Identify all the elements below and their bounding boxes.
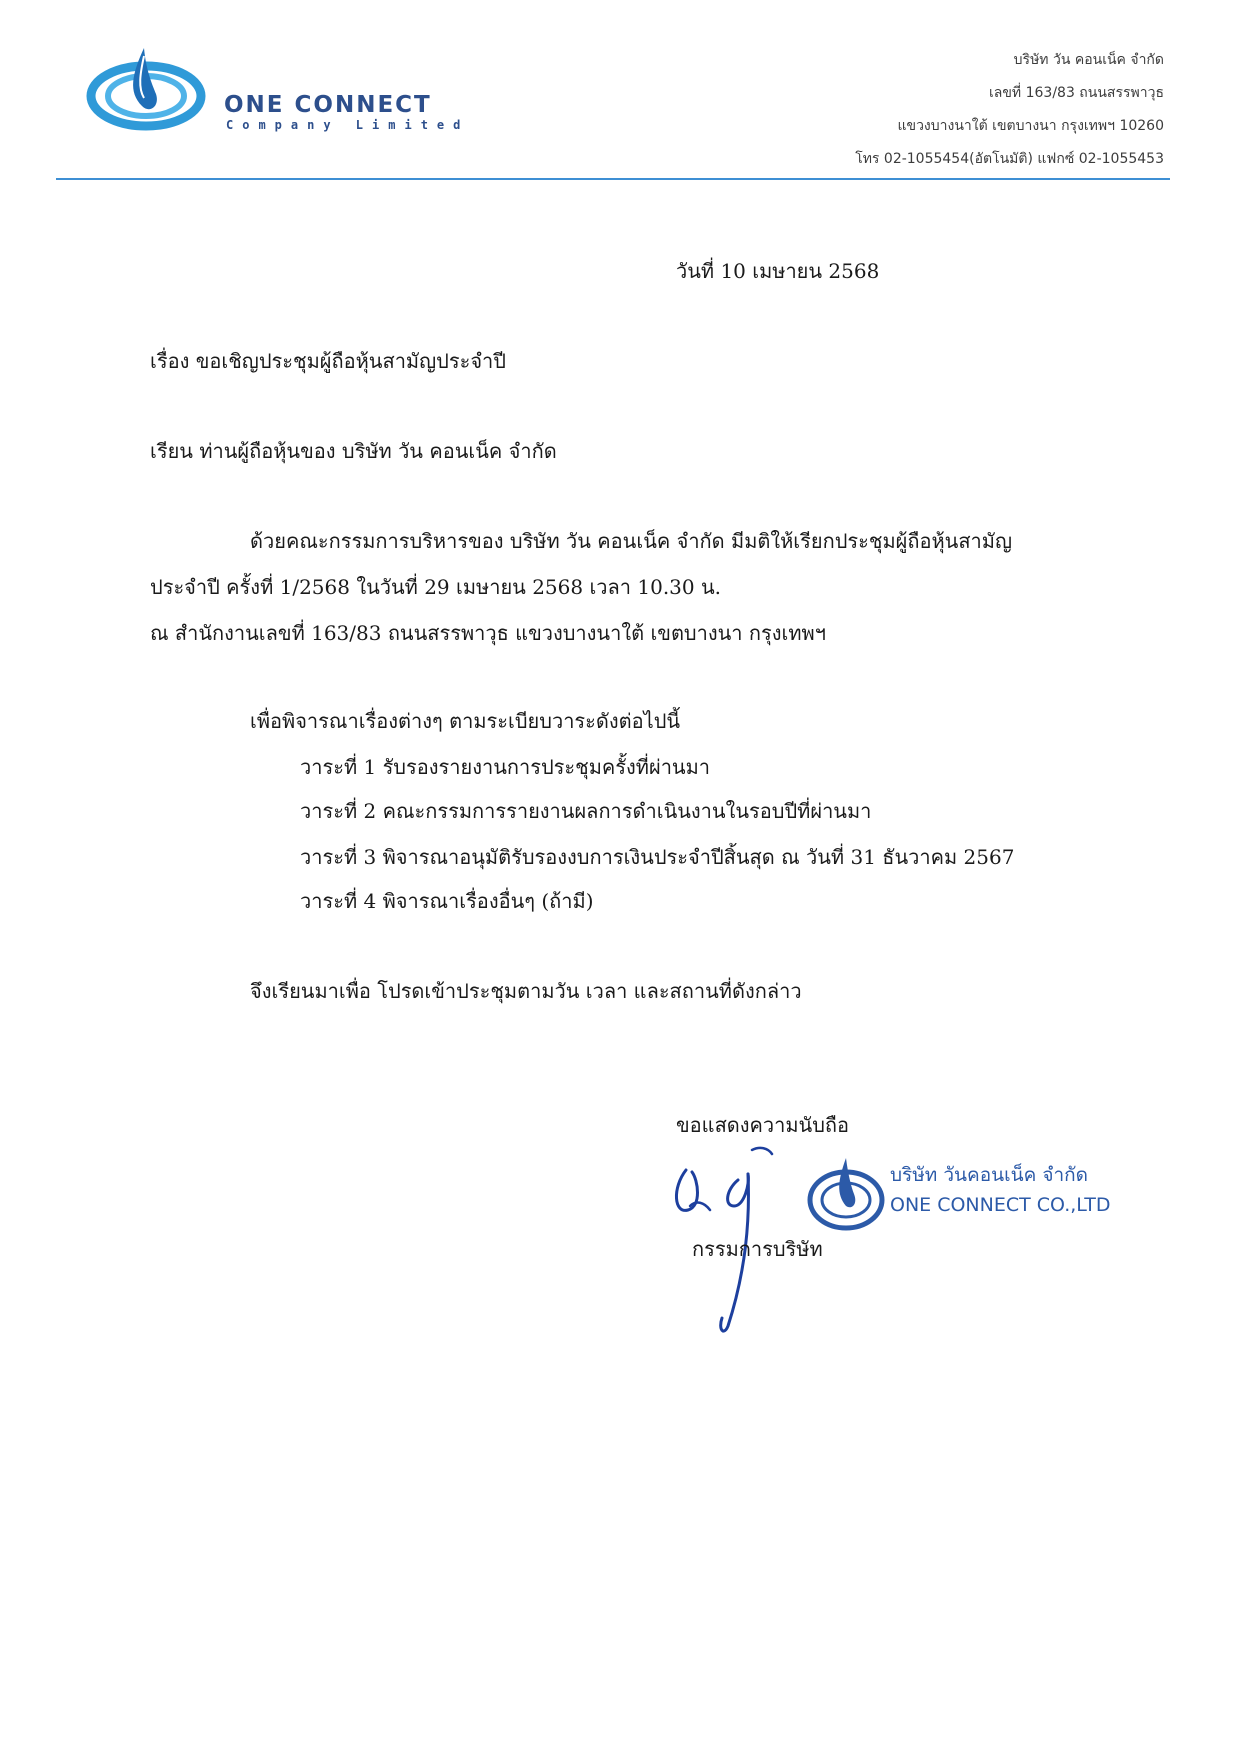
company-logo: [84, 44, 504, 134]
agenda-item: วาระที่ 3 พิจารณาอนุมัติรับรองงบการเงินประจำปีสิ้นสุด ณ วันที่ 31 ธันวาคม 2567: [300, 845, 1015, 869]
address-line: เลขที่ 163/83 ถนนสรรพาวุธ: [988, 85, 1164, 101]
agenda-intro: เพื่อพิจารณาเรื่องต่างๆ ตามระเบียบวาระดังต่อไปนี้: [250, 709, 681, 733]
letter-closing: จึงเรียนมาเพื่อ โปรดเข้าประชุมตามวัน เวลา และสถานที่ดังกล่าว: [250, 979, 802, 1003]
agenda-item: วาระที่ 2 คณะกรรมการรายงานผลการดำเนินงานในรอบปีที่ผ่านมา: [300, 799, 872, 823]
letter-subject: เรื่อง ขอเชิญประชุมผู้ถือหุ้นสามัญประจำปี: [150, 349, 506, 373]
company-address: [855, 44, 1164, 176]
stamp-company-english: ONE CONNECT CO.,LTD: [890, 1194, 1111, 1216]
agenda-item: วาระที่ 4 พิจารณาเรื่องอื่นๆ (ถ้ามี): [300, 889, 594, 913]
stamp-company-thai: บริษัท วันคอนเน็ค จำกัด: [890, 1164, 1088, 1186]
body-line: ณ สำนักงานเลขที่ 163/83 ถนนสรรพาวุธ แขวงบางนาใต้ เขตบางนา กรุงเทพฯ: [150, 621, 826, 645]
body-line: ประจำปี ครั้งที่ 1/2568 ในวันที่ 29 เมษายน 2568 เวลา 10.30 น.: [150, 575, 722, 599]
brand-name: ONE CONNECT: [224, 92, 432, 118]
signer-title: กรรมการบริษัท: [692, 1237, 823, 1261]
brand-subtitle: Company Limited: [226, 118, 470, 132]
letter-date: วันที่ 10 เมษายน 2568: [676, 259, 880, 283]
address-line: บริษัท วัน คอนเน็ค จำกัด: [1013, 52, 1164, 68]
address-line: แขวงบางนาใต้ เขตบางนา กรุงเทพฯ 10260: [897, 118, 1164, 134]
logo-swoosh-icon: [84, 44, 224, 134]
agenda-item: วาระที่ 1 รับรองรายงานการประชุมครั้งที่ผ่านมา: [300, 755, 711, 779]
company-stamp: [804, 1148, 1134, 1238]
address-line: โทร 02-1055454(อัตโนมัติ) แฟกซ์ 02-1055453: [855, 151, 1164, 167]
header-divider: [56, 178, 1170, 180]
body-line: ด้วยคณะกรรมการบริหารของ บริษัท วัน คอนเน็ค จำกัด มีมติให้เรียกประชุมผู้ถือหุ้นสามัญ: [250, 529, 1013, 553]
letter-recipient: เรียน ท่านผู้ถือหุ้นของ บริษัท วัน คอนเน็ค จำกัด: [150, 439, 557, 463]
letter-regards: ขอแสดงความนับถือ: [676, 1113, 850, 1137]
stamp-logo-icon: [804, 1148, 894, 1238]
